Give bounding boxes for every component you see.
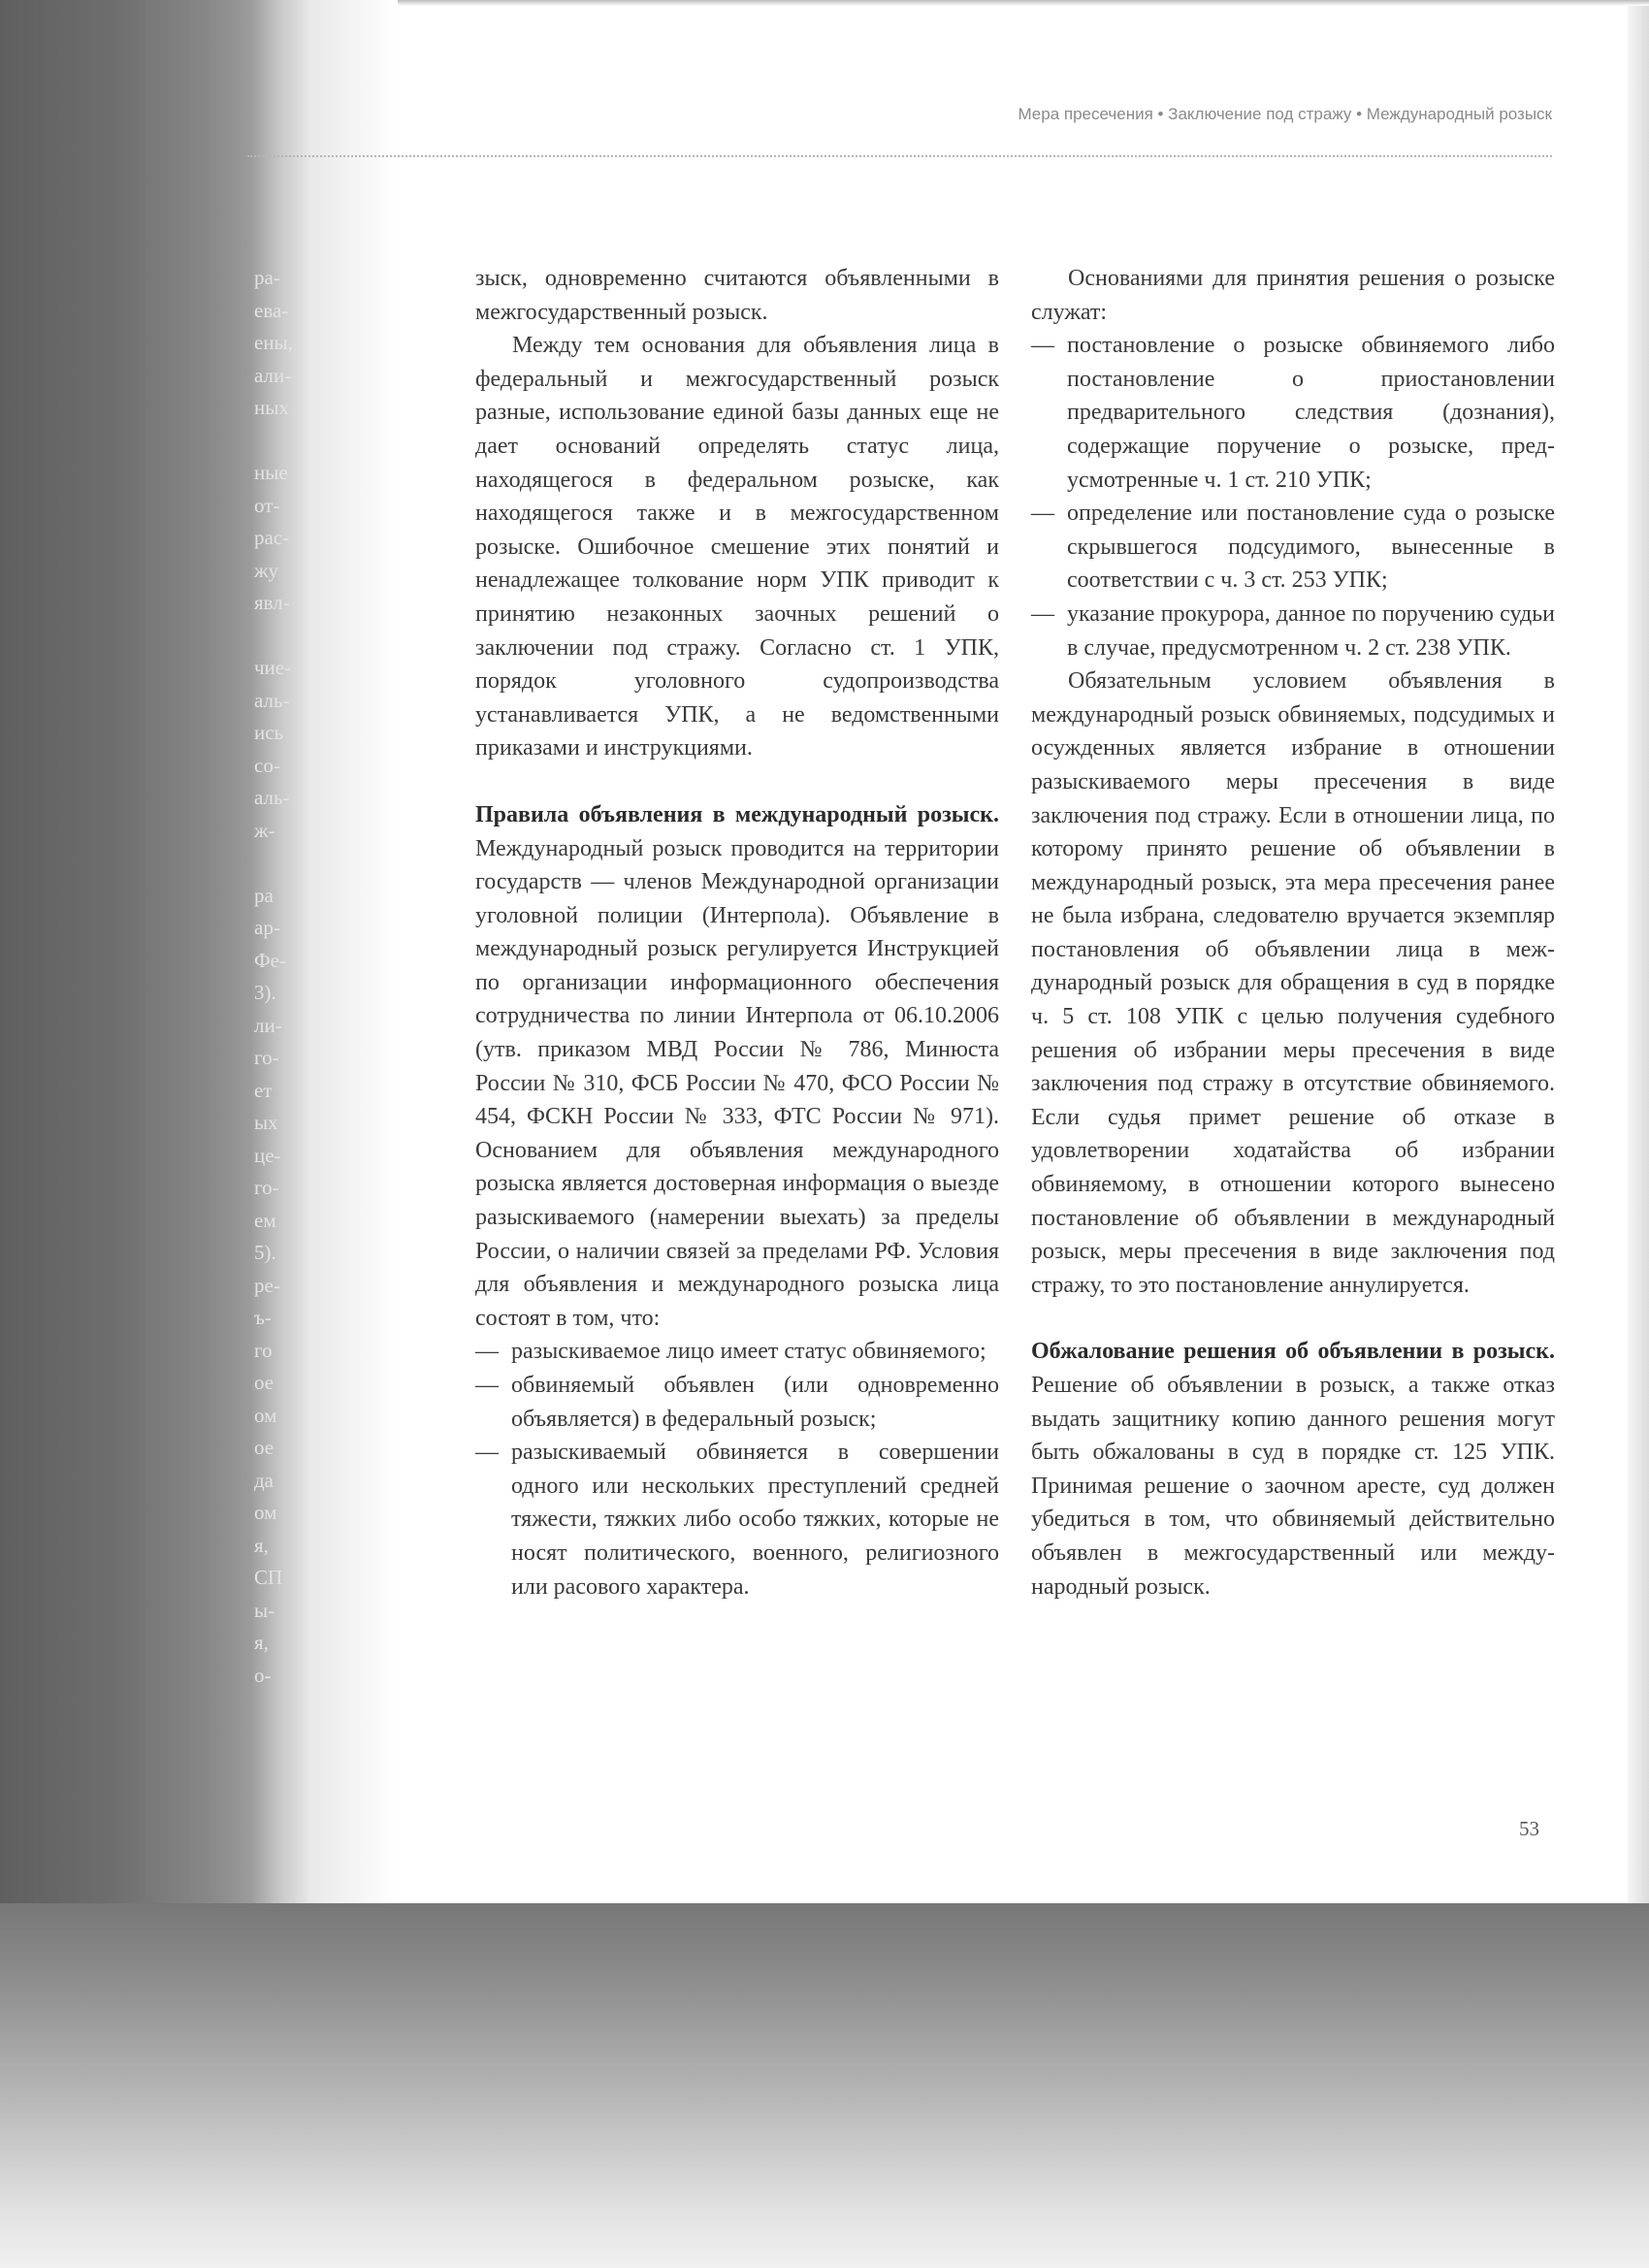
section-paragraph (1031, 1335, 1555, 1604)
bleed-fragment: явл- (254, 591, 290, 614)
bleed-fragment: ре- (254, 1273, 280, 1297)
paragraph-text: Международный розыск проводится на территории государств — членов Международной организации уголовной полиции (Интерпола). Объявление в международный розыск регулируется Инструкцией по организации информационного обеспечения сотрудничества по линии Интерпола от 06.10.2006 (утв. приказом МВД России № 786, Минюста России № 310, ФСБ России № 470, ФСО России № 454, ФСКН России № 333, ФТС России № 971). Основанием для объявления международного розыска является достоверная информация о выезде разыскиваемого (намерении выехать) за пределы России, о наличии связей за пределами РФ. Условия для объявления и международного розыска лица состоят в том, что: (475, 835, 999, 1331)
running-head: Мера пресечения • Заключение под стражу • Международный розыск (1018, 105, 1552, 123)
bleed-fragment: СП (254, 1566, 283, 1589)
dash-list (475, 1335, 999, 1604)
bleed-fragment: али- (254, 363, 292, 387)
bleed-fragment: чие- (254, 656, 292, 679)
list-item: — обвиняемый объявлен (или одновременно объявляется) в федеральный розыск; (475, 1369, 999, 1436)
list-item: — постановление о розыске обвиняемого либо постановление о приостановлении предварительного следствия (дознания), содержащие поручение о розыске, предусмотренные ч. 1 ст. 210 УПК; (1031, 329, 1555, 497)
bleed-fragment: ом (254, 1501, 277, 1524)
bleed-fragment: ъ- (254, 1306, 272, 1329)
paragraph: Между тем основания для объявления лица в федеральный и межгосударственный розыск разные, использование единой базы данных еще не дает оснований определять статус лица, находящегося в федеральном розыске, как находящегося также и в межгосударственном розыске. Ошибочное смешение этих понятий и ненадлежащее толкование норм УПК приводит к принятию незаконных заочных решений о заключении под стражу. Согласно ст. 1 УПК, порядок уголовного судопроизводства устанавливается УПК, а не ведомственными приказами и инструкциями. (475, 333, 999, 761)
bleed-fragment: ы- (254, 1598, 275, 1622)
bleed-fragment: аль- (254, 786, 290, 809)
bleed-fragment: ных (254, 396, 289, 419)
paragraph-text: Решение об объявлении в розыск, а также отказ выдать защитнику копию данного решения могут быть обжалованы в суд в порядке ст. 125 УПК. Принимая решение о заочном аресте, суд должен убедиться в том, что обвиняемый действительно объявлен в межгосударственный или международный розыск. (1031, 1373, 1555, 1600)
paragraph: зыск, одновременно считаются объявленными в межгосударственный розыск. (475, 266, 999, 325)
bleed-fragment: 5). (254, 1241, 276, 1264)
scan-shadow-left (0, 0, 252, 1903)
bleed-fragment: ых (254, 1111, 278, 1134)
left-column (475, 262, 999, 1604)
bleed-fragment: со- (254, 753, 280, 777)
bleed-fragment: ар- (254, 916, 280, 939)
bleed-fragment: це- (254, 1143, 281, 1167)
bleed-fragment: ные (254, 461, 288, 484)
bleed-fragment: ены, (254, 331, 293, 354)
bleed-fragment: ли- (254, 1013, 282, 1037)
bleed-fragment (254, 847, 312, 880)
paragraph: Обязательным условием объявления в международный розыск обвиняемых, подсудимых и осужденных является избрание в отношении разыскиваемого меры пресечения в виде заключения под стражу. Если в отношении лица, по которому принято решение об объявлении в международный розыск, эта мера пресечения ранее не была избрана, следователю вручается экземпляр постановления об объявлении лица в международный розыск для обращения в суд в порядке ч. 5 ст. 108 УПК с целью получения судебного решения об избрании меры пресечения в виде заключения под стражу в отсутствие обвиняемого. Если судья примет решение об отказе в удовлетворении ходатайства об избрании обвиняемому, в отношении которого вынесено постановление об объявлении в международный розыск, меры пресечения в виде заключения под стражу, то это постановление аннулируется. (1031, 668, 1555, 1298)
bleed-fragment (254, 425, 312, 458)
bleed-fragment: от- (254, 493, 280, 517)
bleed-fragment: 3). (254, 981, 276, 1004)
bleed-fragment: го- (254, 1176, 279, 1199)
spacer (475, 765, 999, 798)
right-column (1031, 262, 1555, 1604)
bleed-fragment: го- (254, 1046, 279, 1069)
section-paragraph (475, 798, 999, 1336)
list-item: — разыскиваемый обвиняется в совершении одного или нескольких преступлений средней тяжести, тяжких либо особо тяжких, которые не носят политического, военного, религиозного или расового характера. (475, 1436, 999, 1604)
paragraph: Основаниями для принятия решения о розыске служат: (1031, 266, 1555, 325)
bleed-fragment: ись (254, 721, 284, 744)
bleed-fragment: аль- (254, 688, 290, 712)
spacer (1031, 1302, 1555, 1335)
bleed-fragment: ева- (254, 298, 289, 322)
section-heading: Правила объявления в международный розыск. (475, 801, 999, 827)
scan-shadow-right (1628, 0, 1649, 1903)
left-page-bleed (254, 262, 312, 1692)
bleed-fragment: Фе- (254, 948, 286, 972)
bleed-fragment: го (254, 1338, 273, 1362)
dash-list (1031, 329, 1555, 664)
bleed-fragment: ра- (254, 266, 280, 289)
section-heading: Обжалование решения об объявлении в розыск. (1031, 1339, 1555, 1365)
bleed-fragment: ет (254, 1078, 273, 1102)
bleed-fragment: ем (254, 1208, 276, 1232)
bleed-fragment: ое (254, 1436, 275, 1459)
bleed-fragment: ж- (254, 818, 275, 842)
bleed-fragment: ом (254, 1403, 277, 1427)
scan-shadow-bottom (0, 1903, 1649, 2268)
bleed-fragment (254, 620, 312, 653)
list-item: — определение или постановление суда о розыске скрывшегося подсудимого, вынесенные в соответствии с ч. 3 ст. 253 УПК; (1031, 497, 1555, 598)
page-top-edge (398, 0, 1649, 6)
bleed-fragment: о- (254, 1663, 272, 1687)
bleed-fragment: ое (254, 1371, 275, 1394)
page-number: 53 (1519, 1817, 1539, 1840)
bleed-fragment: я, (254, 1631, 269, 1654)
header-dotted-rule (247, 155, 1552, 157)
bleed-fragment: рас- (254, 526, 290, 549)
bleed-fragment: жу (254, 558, 279, 582)
bleed-fragment: да (254, 1468, 275, 1492)
list-item: — разыскиваемое лицо имеет статус обвиняемого; (475, 1335, 999, 1369)
bleed-fragment: я, (254, 1533, 269, 1557)
bleed-fragment: ра (254, 883, 274, 907)
list-item: — указание прокурора, данное по поручению судьи в случае, предусмотренном ч. 2 ст. 238 УПК. (1031, 598, 1555, 664)
